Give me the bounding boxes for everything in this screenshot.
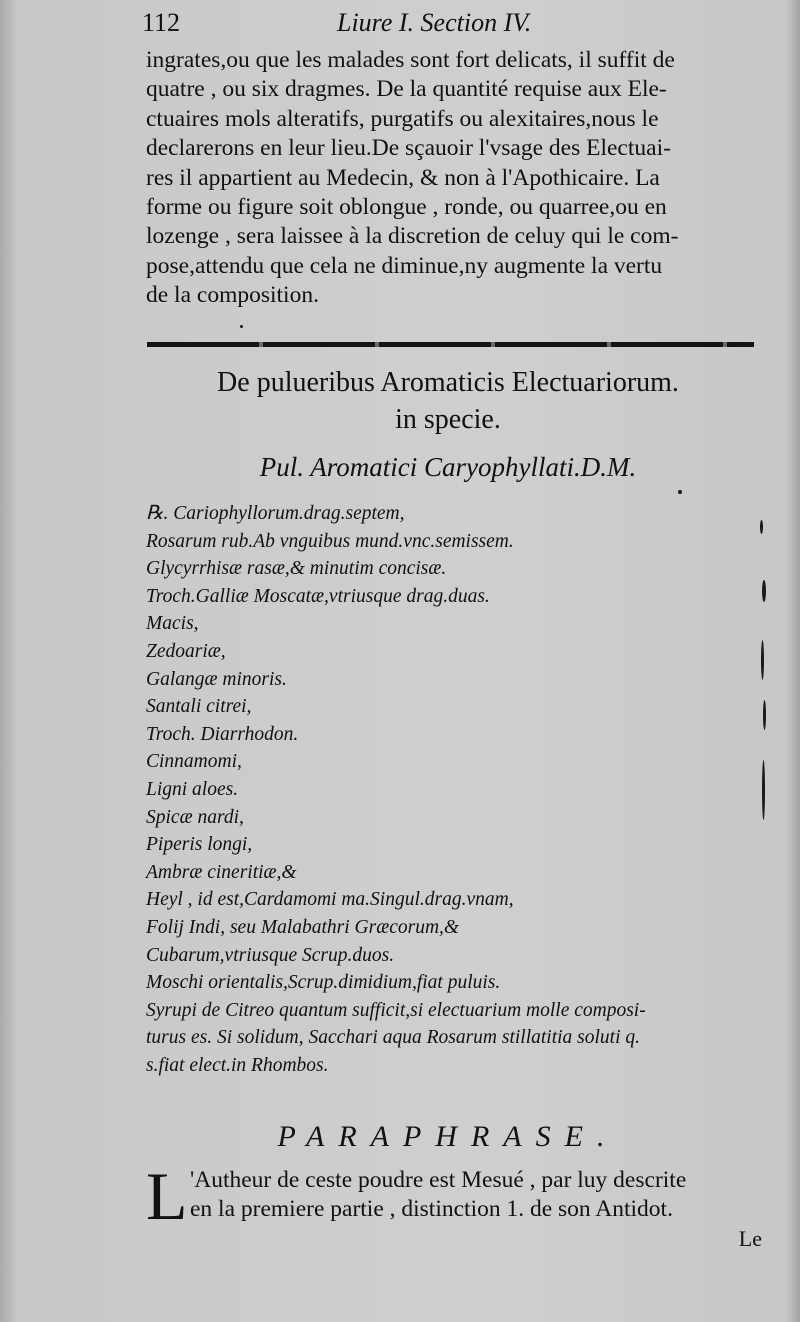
page-number: 112	[142, 8, 181, 37]
body-line: lozenge , sera laissee à la discretion de celuy qui le com-	[146, 223, 679, 250]
recipe-line: Spicæ nardi,	[146, 806, 244, 828]
recipe-line: Troch. Diarrhodon.	[146, 723, 299, 745]
paraphrase-line: en la premiere partie , distinction 1. de son Antidot.	[190, 1196, 673, 1223]
ink-speck	[240, 325, 243, 328]
ink-speck	[760, 520, 763, 534]
ink-speck	[762, 760, 765, 820]
recipe-title: Pul. Aromatici Caryophyllati.D.M.	[259, 452, 637, 482]
page-edge-shadow	[786, 0, 800, 1322]
drop-cap: L	[146, 1158, 188, 1234]
recipe-line: Zedoariæ,	[146, 640, 226, 662]
body-line: ingrates,ou que les malades sont fort delicats, il suffit de	[146, 47, 675, 73]
recipe-line: Ambræ cineritiæ,&	[146, 861, 297, 883]
recipe-line: Galangæ minoris.	[146, 668, 287, 690]
recipe-line: Glycyrrhisæ rasæ,& minutim concisæ.	[146, 558, 447, 580]
recipe-line: Folij Indi, seu Malabathri Græcorum,&	[146, 916, 460, 938]
body-line: forme ou figure soit oblongue , ronde, ou quarree,ou en	[146, 194, 667, 221]
recipe-line: turus es. Si solidum, Sacchari aqua Rosarum stillatitia soluti q.	[146, 1027, 641, 1049]
recipe-line: Ligni aloes.	[146, 778, 239, 800]
recipe-line: Rosarum rub.Ab vnguibus mund.vnc.semissem.	[146, 530, 514, 552]
recipe-line: Heyl , id est,Cardamomi ma.Singul.drag.vnam,	[146, 889, 514, 911]
recipe-line: Cinnamomi,	[146, 751, 242, 773]
body-line: pose,attendu que cela ne diminue,ny augmente la vertu	[146, 252, 663, 279]
section-title	[146, 364, 750, 438]
recipe-line: Santali citrei,	[146, 696, 252, 718]
paraphrase-heading: PARAPHRASE.	[277, 1120, 619, 1153]
ink-speck	[761, 640, 764, 680]
section-title-line1: De pulueribus Aromaticis Electuariorum.	[217, 367, 679, 398]
body-line: res il appartient au Medecin, & non à l'Apothicaire. La	[146, 164, 660, 191]
recipe-line: s.fiat elect.in Rhombos.	[146, 1054, 329, 1076]
recipe-line: Piperis longi,	[146, 834, 253, 856]
running-head: Liure I. Section IV.	[337, 8, 532, 37]
recipe-line: Moschi orientalis,Scrup.dimidium,fiat puluis.	[146, 972, 501, 994]
body-paragraph	[146, 46, 758, 311]
recipe-line: Syrupi de Citreo quantum sufficit,si electuarium molle composi-	[146, 999, 646, 1021]
recipe-line: Troch.Galliæ Moscatæ,vtriusque drag.duas.	[146, 585, 490, 607]
recipe-list	[146, 500, 766, 1079]
section-title-line2: in specie.	[395, 404, 501, 435]
ink-speck	[678, 490, 682, 494]
paraphrase-line: 'Autheur de ceste poudre est Mesué , par luy descrite	[190, 1167, 687, 1193]
body-line: ctuaires mols alteratifs, purgatifs ou alexitaires,nous le	[146, 105, 659, 132]
body-line: de la composition.	[146, 282, 319, 309]
paraphrase-paragraph	[146, 1158, 766, 1234]
page-header	[142, 6, 752, 46]
catchword: Le	[738, 1226, 762, 1251]
section-divider-rule	[147, 342, 754, 347]
ink-speck	[763, 700, 766, 730]
body-line: declarerons en leur lieu.De sçauoir l'vsage des Electuai-	[146, 135, 671, 162]
ink-speck	[762, 580, 766, 602]
body-line: quatre , ou six dragmes. De la quantité requise aux Ele-	[146, 76, 667, 103]
recipe-line: Macis,	[146, 613, 199, 635]
recipe-line: ℞. Cariophyllorum.drag.septem,	[146, 503, 405, 524]
recipe-line: Cubarum,vtriusque Scrup.duos.	[146, 944, 395, 966]
